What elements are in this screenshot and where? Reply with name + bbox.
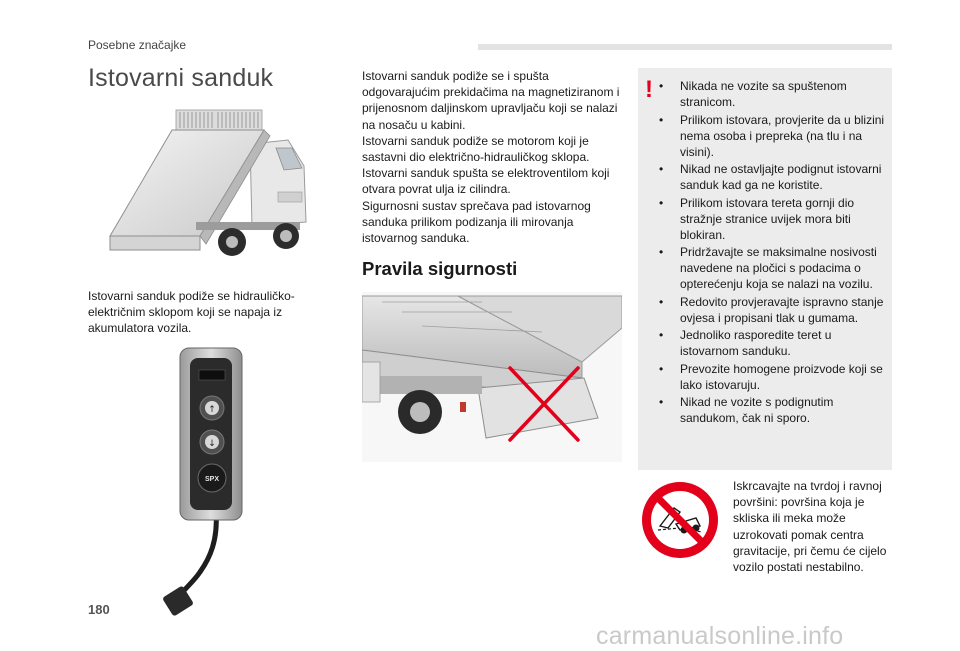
tipper-truck-illustration [100,104,322,264]
warning-item: • Pridržavajte se maksimalne nosivosti navedene na pločici s podacima o opterećenju koja se nalazi na vozilu. [659,245,877,291]
warning-item: • Jednoliko rasporedite teret u istovarnom sanduku. [659,328,832,358]
stability-info-text: Iskrcavajte na tvrdoj i ravnoj površini: površina koja je skliska ili meka može uzrokovati pomak centra gravitacije, pri čemu će cijelo vozilo postati nestabilno. [733,479,887,575]
description-paragraph: Istovarni sanduk spušta se elektroventilom koji otvara povrat ulja iz cilindra. [362,166,610,197]
description-paragraph: Istovarni sanduk podiže se i spušta odgovarajućim prekidačima na magnetiziranom i prijenosnom daljinskom upravljaču koji se nalazi na nosaču u kabini. [362,69,620,132]
remote-control-illustration [160,340,250,616]
description-text [362,68,622,246]
remote-spx-label: SPX [204,476,220,483]
warning-item: • Prilikom istovara, provjerite da u blizini nema osoba i prepreka (na tlu i na visini). [659,112,885,159]
page-title: Istovarni sanduk [88,64,274,92]
svg-text:↑: ↑ [208,405,216,415]
intro-paragraph: Istovarni sanduk podiže se hidrauličko-električnim sklopom koji se napaja iz akumulatora vozila. [88,289,295,336]
warning-list [656,78,888,428]
header-rule [478,44,892,50]
unstable-ground-prohibition-icon [640,480,720,560]
description-paragraph: Istovarni sanduk podiže se motorom koji je sastavni dio električno-hidrauličkog sklopa. [362,133,590,165]
description-paragraph: Sigurnosni sustav sprečava pad istovarnog sanduka prilikom podizanja ili mirovanja istovarnog sanduka. [362,198,591,246]
safety-heading: Pravila sigurnosti [362,258,518,279]
lowered-tailgate-illustration [362,292,622,462]
warning-item: • Nikada ne vozite sa spuštenom stranicom. [659,79,847,109]
watermark: carmanualsonline.info [596,622,844,650]
warning-exclamation-icon: ! [645,76,653,103]
svg-text:↓: ↓ [208,439,216,449]
warning-item: • Redovito provjeravajte ispravno stanje ovjesa i propisani tlak u gumama. [659,294,884,325]
warning-item: • Prilikom istovara tereta gornji dio stražnje stranice uvijek mora biti blokiran. [659,195,855,242]
warning-item: • Nikad ne vozite s podignutim sandukom, čak ni sporo. [659,395,834,425]
page-number: 180 [88,602,110,617]
warning-item: • Nikad ne ostavljajte podignut istovarni sanduk kad ga ne koristite. [659,162,882,192]
warning-item: • Prevozite homogene proizvode koji se lako istovaruju. [659,361,883,392]
section-label: Posebne značajke [88,38,187,52]
